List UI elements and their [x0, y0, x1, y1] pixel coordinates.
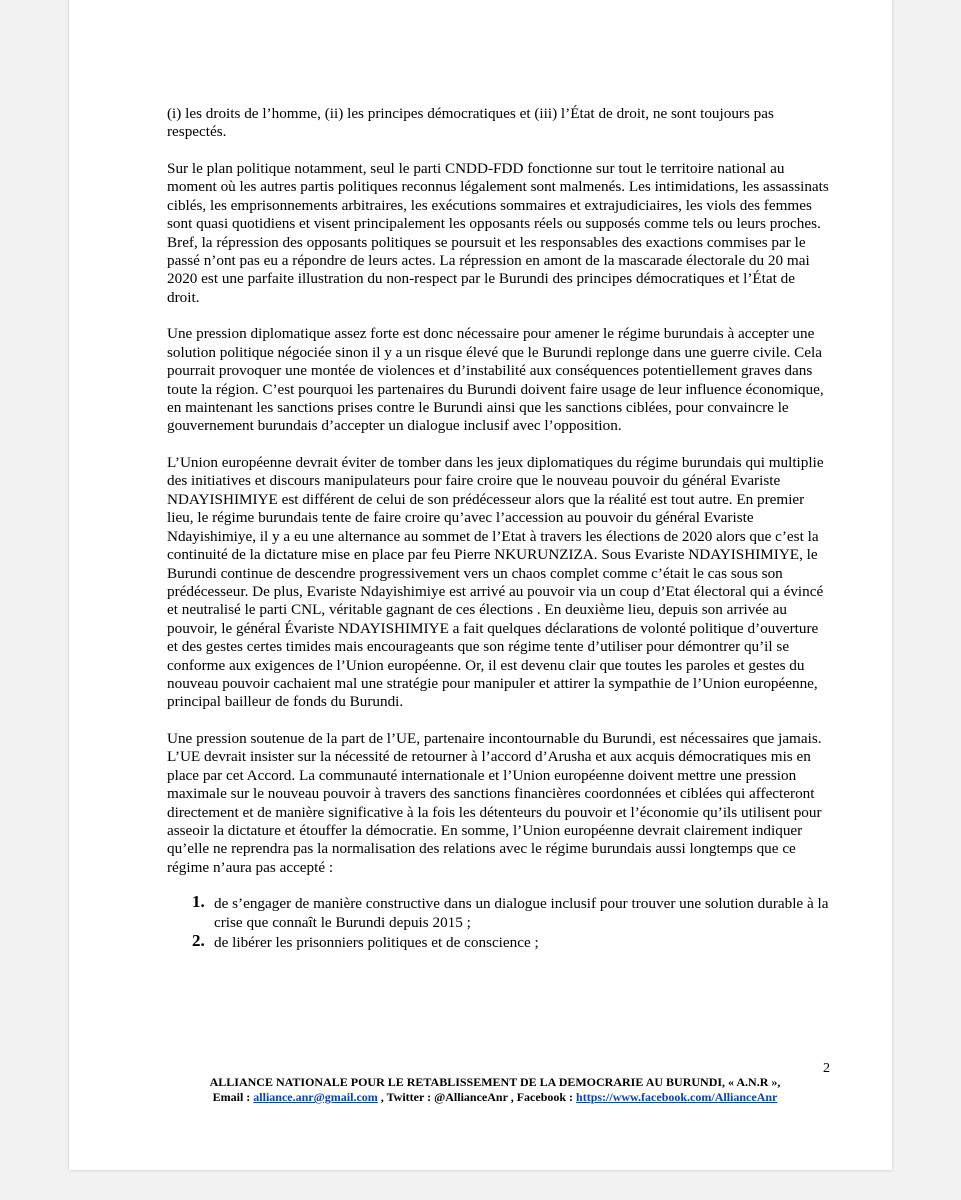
paragraph-3: Une pression diplomatique assez forte est donc nécessaire pour amener le régime burundais à accepter une solution politique négociée sinon il y a un risque élevé que le Burundi replonge dans une guerre civile. Cela pourrait provoquer une montée de violences et d’instabilité aux conséquences potentiellement graves dans toute la région. C’est pourquoi les partenaires du Burundi doivent faire usage de leur influence économique, en maintenant les sanctions prises contre le Burundi ainsi que les sanctions ciblées, pour convaincre le gouvernement burundais d’accepter un dialogue inclusif avec l’opposition.	[167, 325, 824, 435]
list-item-text: de libérer les prisonniers politiques et de conscience ;	[214, 934, 539, 952]
twitter-label: , Twitter : @AllianceAnr , Facebook :	[377, 1090, 577, 1104]
page-footer	[165, 1075, 825, 1105]
email-link[interactable]: alliance.anr@gmail.com	[253, 1090, 378, 1104]
page-body	[167, 105, 829, 955]
paragraph-1: (i) les droits de l’homme, (ii) les principes démocratiques et (iii) l’État de droit, ne sont toujours pas respectés.	[167, 105, 774, 141]
facebook-link[interactable]: https://www.facebook.com/AllianceAnr	[576, 1090, 778, 1104]
email-label: Email :	[212, 1090, 254, 1104]
list-item-number: 1.	[192, 892, 205, 912]
paragraph-4: L’Union européenne devrait éviter de tomber dans les jeux diplomatiques du régime burundais qui multiplie des initiatives et discours manipulateurs pour faire croire que le nouveau pouvoir du général Evariste NDAYISHIMIYE est différent de celui de son prédécesseur alors que la réalité est tout autre. En premier lieu, le régime burundais tente de faire croire qu’avec l’accession au pouvoir du général Evariste Ndayishimiye, il y a eu une alternance au sommet de l’Etat à travers les élections de 2020 alors que c’est la continuité de la dictature mise en place par feu Pierre NKURUNZIZA. Sous Evariste NDAYISHIMIYE, le Burundi continue de descendre progressivement vers un chaos complet comme c’était le cas sous son prédécesseur. De plus, Evariste Ndayishimiye est arrivé au pouvoir via un coup d’Etat électoral qui a évincé et neutralisé le parti CNL, véritable gagnant de ces élections . En deuxième lieu, depuis son arrivée au pouvoir, le général Évariste NDAYISHIMIYE a fait quelques déclarations de volonté politique d’ouverture et des gestes certes timides mais encourageants que son régime tente d’utiliser pour démontrer qu’il se conforme aux exigences de l’Union européenne. Or, il est devenu clair que toutes les paroles et gestes du nouveau pouvoir cachaient mal une stratégie pour manipuler et attirer la sympathie de l’Union européenne, principal bailleur de fonds du Burundi.	[167, 454, 824, 711]
paragraph-2: Sur le plan politique notamment, seul le parti CNDD-FDD fonctionne sur tout le territoire national au moment où les autres partis politiques reconnus légalement sont malmenés. Les intimidations, les assassinats ciblés, les emprisonnements arbitraires, les exécutions sommaires et extrajudiciaires, les viols des femmes sont quasi quotidiens et visent principalement les opposants réels ou supposés comme tels ou leurs proches. Bref, la répression des opposants politiques se poursuit et les responsables des exactions commises par le passé n’ont pas eu a répondre de leurs actes. La répression en amont de la mascarade électorale du 20 mai 2020 est une parfaite illustration du non-respect par le Burundi des principes démocratiques et l’État de droit.	[167, 160, 829, 306]
footer-organization: ALLIANCE NATIONALE POUR LE RETABLISSEMENT DE LA DEMOCRARIE AU BURUNDI, « A.N.R »,	[209, 1075, 781, 1089]
page-number: 2	[823, 1061, 830, 1076]
document-page	[69, 0, 892, 1170]
list-item-number: 2.	[192, 931, 205, 951]
demands-list	[167, 892, 829, 952]
list-item	[167, 931, 829, 952]
list-item-text: de s’engager de manière constructive dans un dialogue inclusif pour trouver une solution durable à la crise que connaît le Burundi depuis 2015 ;	[214, 895, 829, 931]
list-item	[167, 892, 829, 932]
paragraph-5: Une pression soutenue de la part de l’UE, partenaire incontournable du Burundi, est nécessaires que jamais. L’UE devrait insister sur la nécessité de retourner à l’accord d’Arusha et aux acquis démocratiques mis en place par cet Accord. La communauté internationale et l’Union européenne doivent mettre une pression maximale sur le nouveau pouvoir à travers des sanctions financières coordonnées et ciblées qui affecteront directement et de manière significative à la fois les détenteurs du pouvoir et l’économie qu’ils utilisent pour asseoir la dictature et étouffer la démocratie. En somme, l’Union européenne devrait clairement indiquer qu’elle ne reprendra pas la normalisation des relations avec le régime burundais aussi longtemps que ce régime n’aura pas accepté :	[167, 729, 822, 876]
footer-contact	[165, 1090, 825, 1105]
